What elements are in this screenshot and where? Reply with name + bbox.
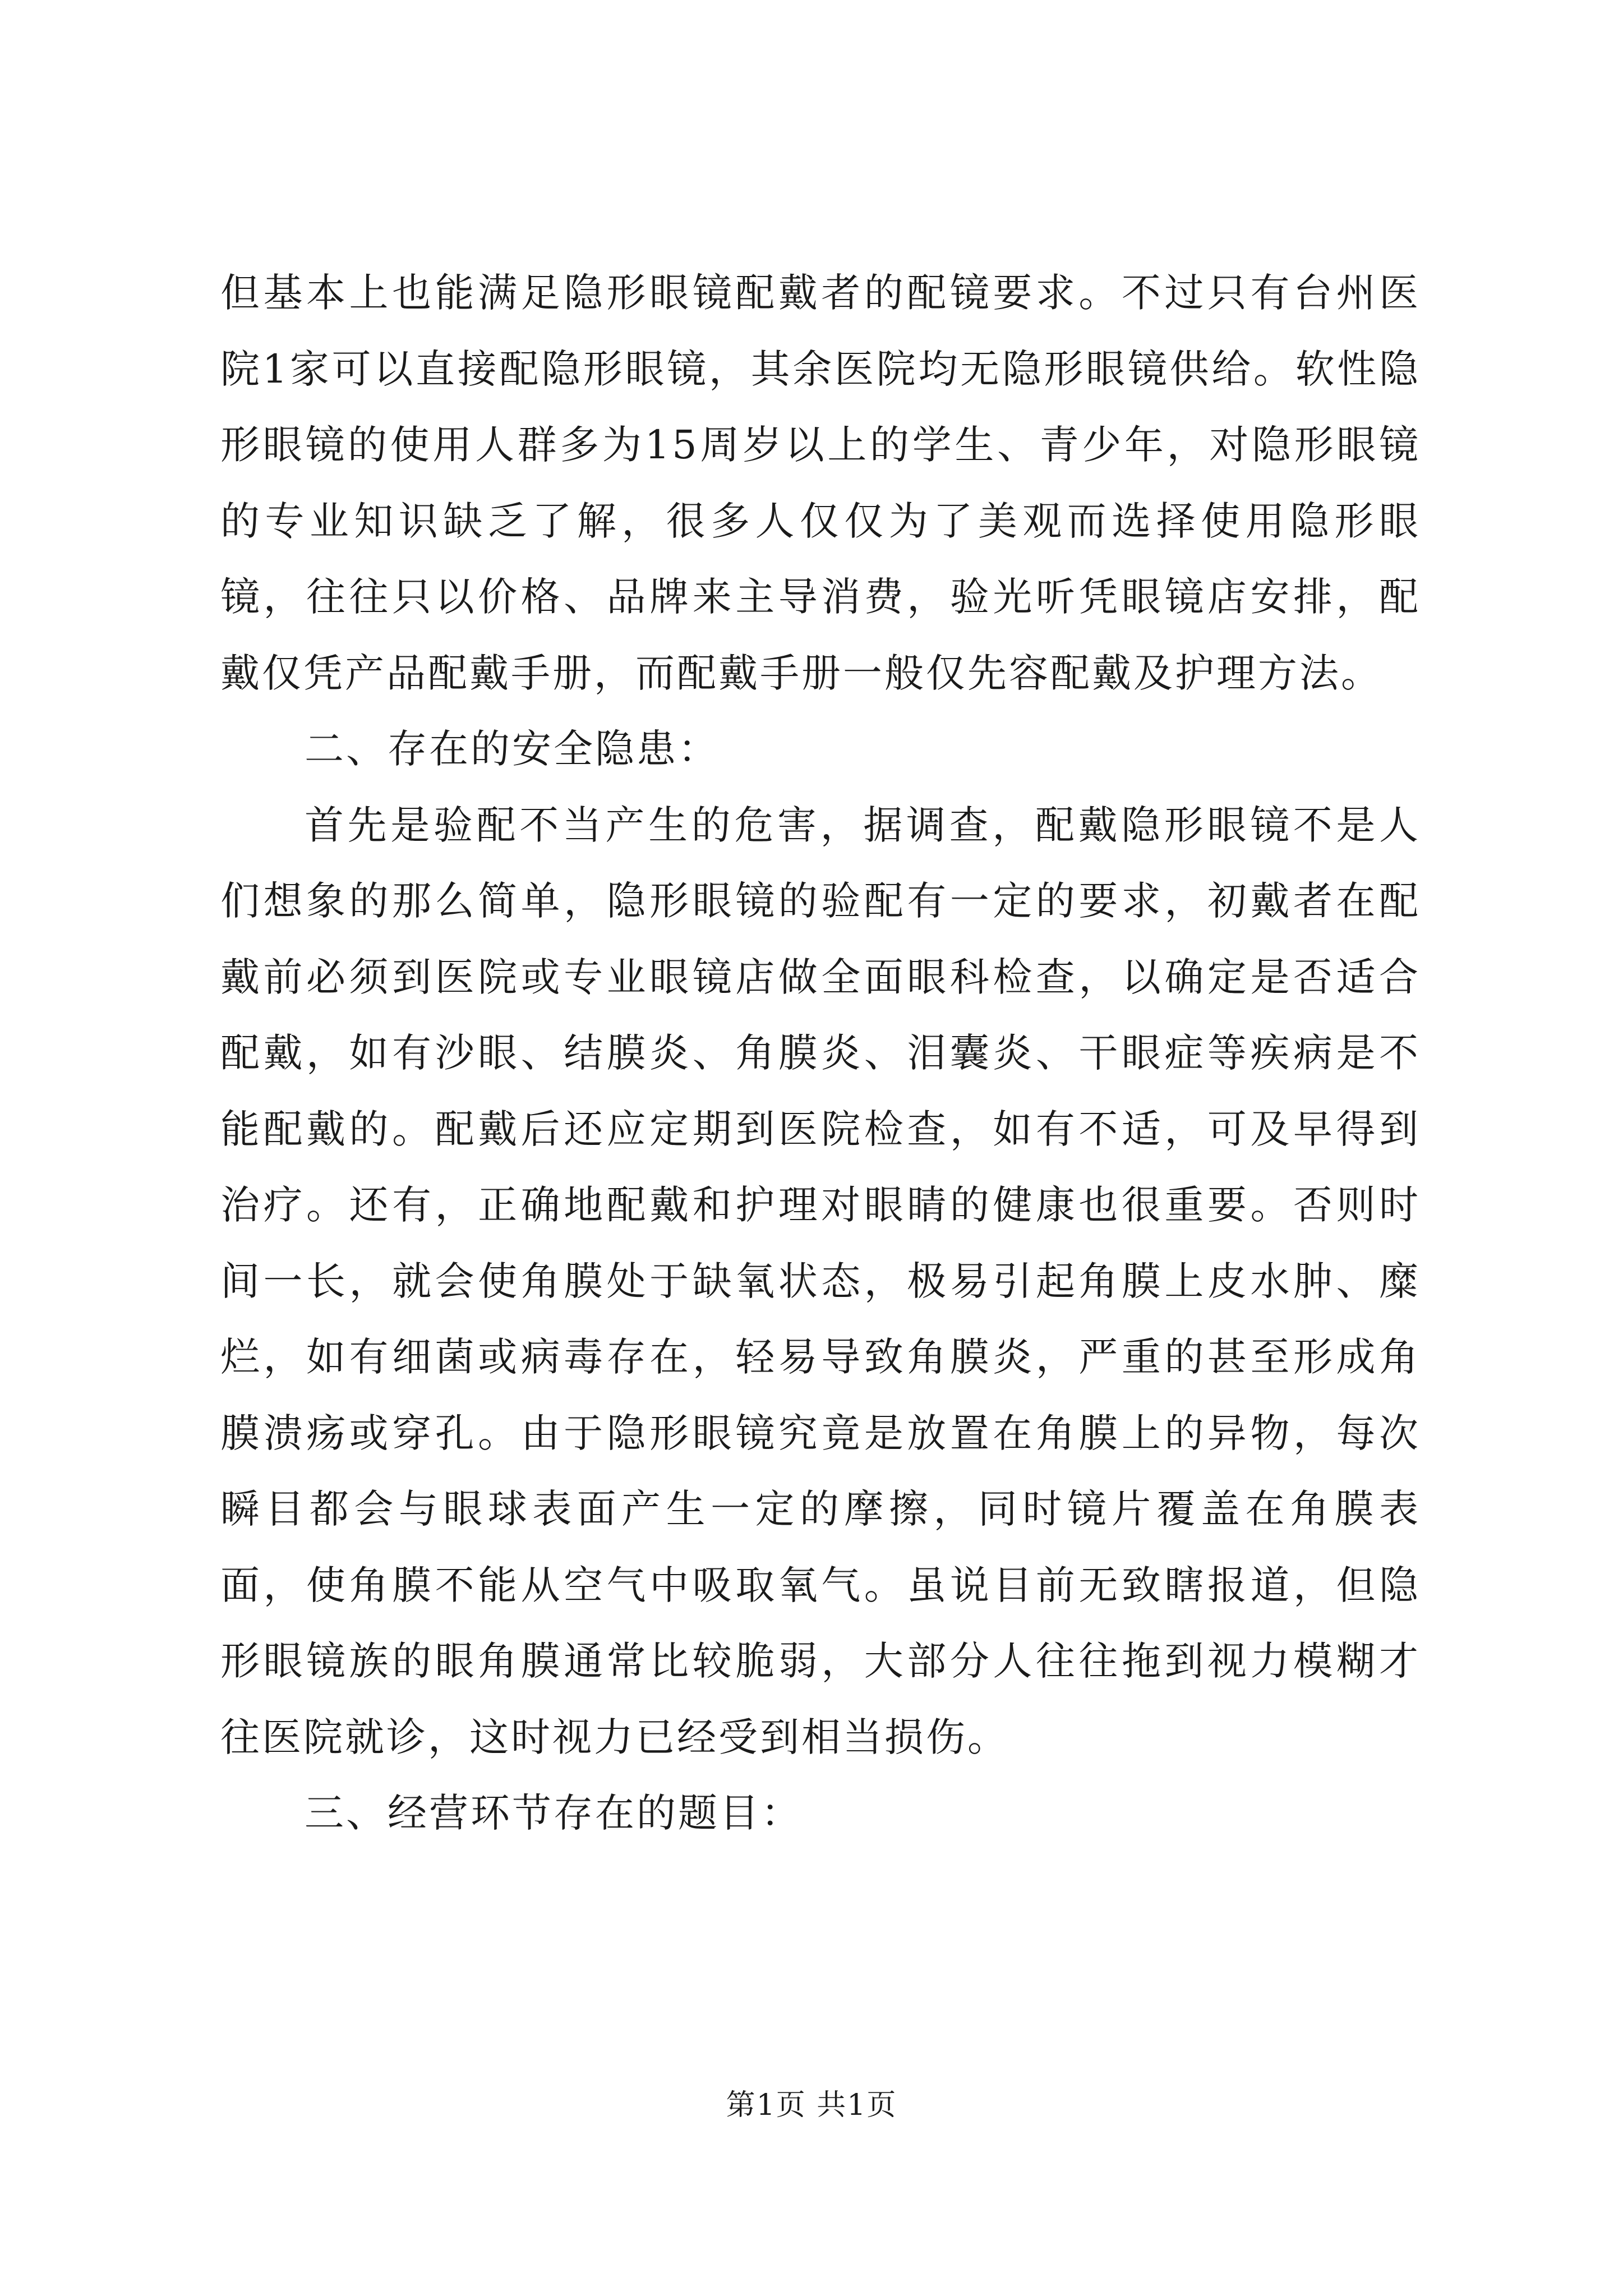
paragraph-fitting-hazards: 首先是验配不当产生的危害，据调查，配戴隐形眼镜不是人们想象的那么简单，隐形眼镜的验配有一定的要求，初戴者在配戴前必须到医院或专业眼镜店做全面眼科检查，以确定是否适合配戴，如有沙眼、结膜炎、角膜炎、泪囊炎、干眼症等疾病是不能配戴的。配戴后还应定期到医院检查，如有不适，可及早得到治疗。还有，正确地配戴和护理对眼睛的健康也很重要。否则时间一长，就会使角膜处于缺氧状态，极易引起角膜上皮水肿、糜烂，如有细菌或病毒存在，轻易导致角膜炎，严重的甚至形成角膜溃疡或穿孔。由于隐形眼镜究竟是放置在角膜上的异物，每次瞬目都会与眼球表面产生一定的摩擦，同时镜片覆盖在角膜表面，使角膜不能从空气中吸取氧气。虽说目前无致瞎报道，但隐形眼镜族的眼角膜通常比较脆弱，大部分人往往拖到视力模糊才往医院就诊，这时视力已经受到相当损伤。 bbox=[220, 802, 1421, 1760]
paragraph-continuation: 但基本上也能满足隐形眼镜配戴者的配镜要求。不过只有台州医院1家可以直接配隐形眼镜，其余医院均无隐形眼镜供给。软性隐形眼镜的使用人群多为15周岁以上的学生、青少年，对隐形眼镜的专业知识缺乏了解，很多人仅仅为了美观而选择使用隐形眼镜，往往只以价格、品牌来主导消费，验光听凭眼镜店安排，配戴仅凭产品配戴手册，而配戴手册一般仅先容配戴及护理方法。 bbox=[220, 270, 1421, 696]
section-heading-safety-hazards: 二、存在的安全隐患： bbox=[305, 726, 720, 772]
section-heading-business-issues: 三、经营环节存在的题目： bbox=[305, 1790, 803, 1836]
page-footer: 第1页 共1页 bbox=[726, 2088, 897, 2122]
document-body bbox=[220, 255, 1421, 1852]
